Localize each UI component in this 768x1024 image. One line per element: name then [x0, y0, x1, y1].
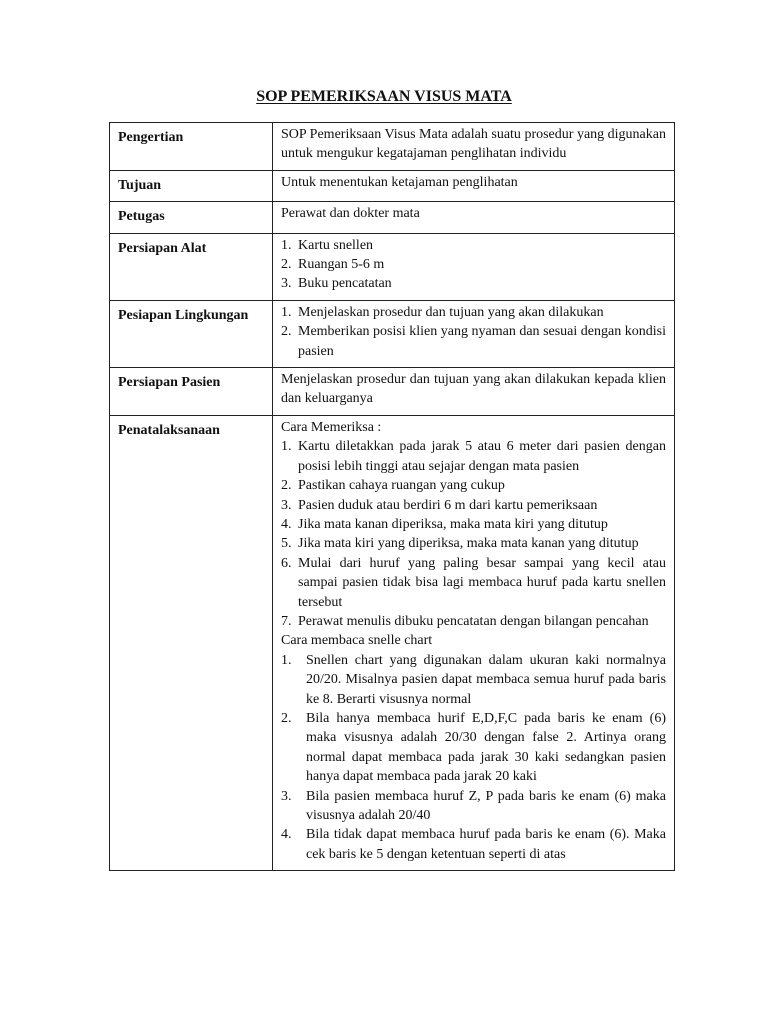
cara-memeriksa-heading: Cara Memeriksa :	[281, 419, 382, 435]
list-item: 7. Perawat menulis dibuku pencatatan dengan bilangan pencahan	[281, 613, 649, 629]
list-item: 3. Pasien duduk atau berdiri 6 m dari kartu pemeriksaan	[281, 497, 598, 513]
table-row-persiapan-pasien	[110, 368, 675, 416]
cara-membaca-heading: Cara membaca snelle chart	[281, 633, 433, 649]
row-label: Pengertian	[110, 123, 273, 171]
row-content	[273, 170, 675, 201]
row-content	[273, 202, 675, 233]
row-label: Persiapan Alat	[110, 233, 273, 300]
list-item: 5. Jika mata kiri yang diperiksa, maka mata kanan yang ditutup	[281, 536, 639, 552]
row-label: Petugas	[110, 202, 273, 233]
row-label: Pesiapan Lingkungan	[110, 300, 273, 367]
document-title: SOP PEMERIKSAAN VISUS MATA	[256, 88, 512, 105]
list-item: 1. Menjelaskan prosedur dan tujuan yang akan dilakukan	[281, 304, 604, 320]
row-label: Tujuan	[110, 170, 273, 201]
row-content	[273, 415, 675, 870]
row-label: Persiapan Pasien	[110, 368, 273, 416]
table-row-persiapan-alat	[110, 233, 675, 300]
petugas-text: Perawat dan dokter mata	[281, 206, 420, 222]
list-item: 1. Kartu snellen	[281, 237, 374, 253]
alat-list	[281, 236, 666, 294]
table-row-penatalaksanaan	[110, 415, 675, 870]
sop-table	[109, 122, 675, 871]
lingkungan-list	[281, 303, 666, 361]
table-row-tujuan	[110, 170, 675, 201]
table-row-petugas	[110, 202, 675, 233]
list-item: 1. Snellen chart yang digunakan dalam ukuran kaki normalnya 20/20. Misalnya pasien dapat membaca semua huruf pada baris ke 8. Berarti visusnya normal	[281, 652, 666, 707]
row-label: Penatalaksanaan	[110, 415, 273, 870]
row-content	[273, 368, 675, 416]
row-content	[273, 123, 675, 171]
list-item: 1. Kartu diletakkan pada jarak 5 atau 6 meter dari pasien dengan posisi lebih tinggi atau sejajar dengan mata pasien	[281, 439, 666, 474]
list-item: 6. Mulai dari huruf yang paling besar sampai yang kecil atau sampai pasien tidak bisa lagi membaca huruf pada kartu snellen tersebut	[281, 555, 666, 610]
pengertian-text: SOP Pemeriksaan Visus Mata adalah suatu prosedur yang digunakan untuk mengukur kegatajaman penglihatan individu	[281, 127, 666, 162]
cara-membaca-list	[281, 651, 666, 864]
row-content	[273, 233, 675, 300]
persiapan-pasien-text: Menjelaskan prosedur dan tujuan yang akan dilakukan kepada klien dan keluarganya	[281, 372, 666, 407]
cara-memeriksa-list	[281, 437, 666, 631]
list-item: 2. Memberikan posisi klien yang nyaman dan sesuai dengan kondisi pasien	[281, 324, 666, 359]
list-item: 2. Bila hanya membaca hurif E,D,F,C pada baris ke enam (6) maka visusnya adalah 20/30 dengan false 2. Artinya orang normal dapat membaca pada jarak 30 kaki sedangkan pasien hanya dapat membaca pada jarak 20 kaki	[281, 710, 666, 785]
table-row-pengertian	[110, 123, 675, 171]
tujuan-text: Untuk menentukan ketajaman penglihatan	[281, 174, 518, 190]
table-row-persiapan-lingkungan	[110, 300, 675, 367]
list-item: 2. Pastikan cahaya ruangan yang cukup	[281, 478, 505, 494]
list-item: 3. Buku pencatatan	[281, 276, 392, 292]
list-item: 4. Bila tidak dapat membaca huruf pada baris ke enam (6). Maka cek baris ke 5 dengan ketentuan seperti di atas	[281, 827, 666, 862]
row-content	[273, 300, 675, 367]
list-item: 4. Jika mata kanan diperiksa, maka mata kiri yang ditutup	[281, 516, 608, 532]
list-item: 3. Bila pasien membaca huruf Z, P pada baris ke enam (6) maka visusnya adalah 20/40	[281, 788, 666, 823]
list-item: 2. Ruangan 5-6 m	[281, 257, 385, 273]
